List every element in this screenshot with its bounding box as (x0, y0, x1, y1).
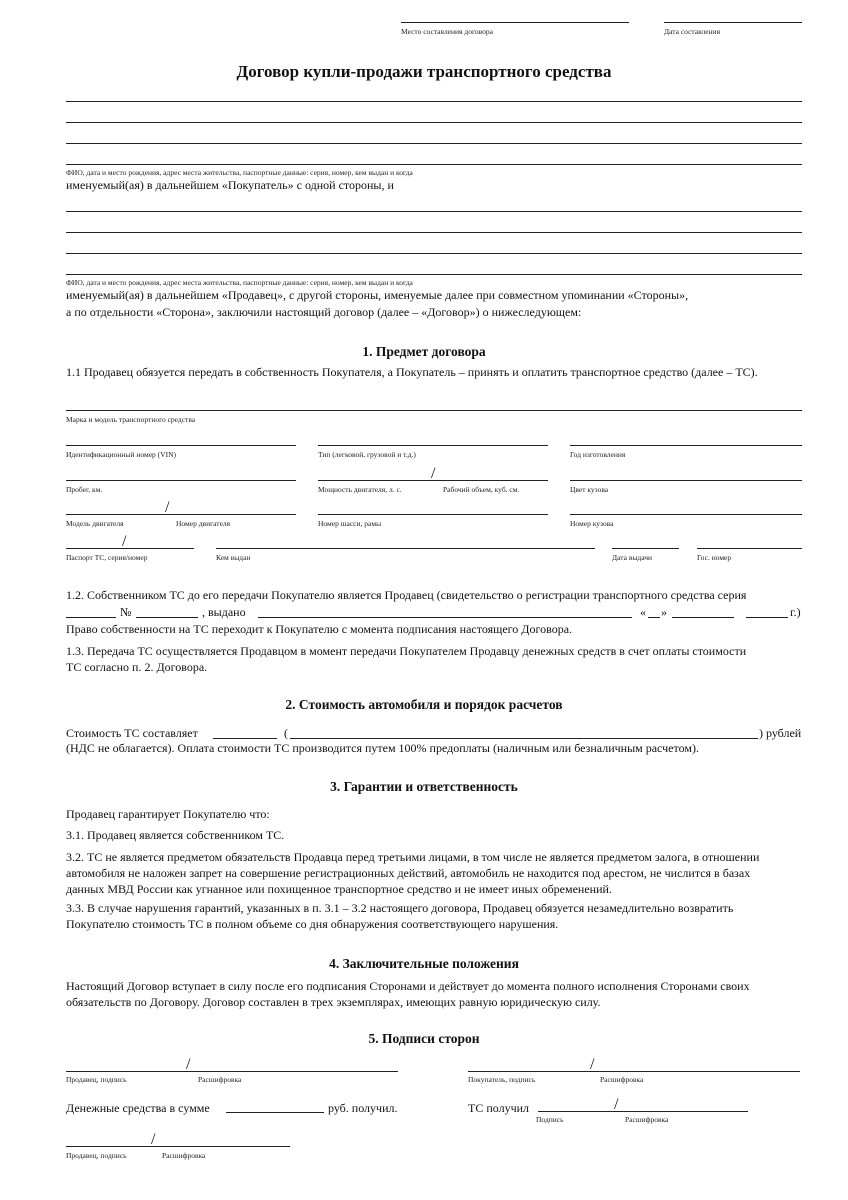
seller-line-1[interactable] (66, 211, 802, 212)
clause-1-3-line1: 1.3. Передача ТС осуществляется Продавцом в момент передачи Покупателем Продавцу денежных средств в счет оплаты стоимости (66, 644, 747, 658)
engine-number-caption: Номер двигателя (176, 519, 231, 528)
clause-3-1: 3.1. Продавец является собственником ТС. (66, 828, 285, 842)
year-caption: Год изготовления (570, 450, 626, 459)
seller-text-2: а по отдельности «Сторона», заключили настоящий договор (далее – «Договор») о нижеследующем: (66, 305, 582, 319)
ts-signature-line[interactable] (538, 1111, 748, 1112)
final-line2: обязательств по Договору. Договор составлен в трех экземплярах, имеющих равную юридическую силу. (66, 995, 601, 1009)
chassis-line[interactable] (318, 514, 548, 515)
seller-sign-caption: Продавец, подпись (66, 1075, 127, 1084)
seller-caption: ФИО, дата и место рождения, адрес места жительства, паспортные данные: серия, номер, кем выдан и когда (66, 278, 413, 287)
money-blank[interactable] (226, 1112, 324, 1113)
issue-date-caption: Дата выдачи (612, 553, 653, 562)
body-number-line[interactable] (570, 514, 802, 515)
year-line[interactable] (570, 445, 802, 446)
seller-decode-caption-2: Расшифровка (162, 1151, 206, 1160)
engine-line[interactable] (66, 514, 296, 515)
date-caption: Дата составления (664, 27, 721, 36)
issued-text: , выдано (202, 605, 246, 619)
day-blank[interactable] (648, 617, 660, 618)
buyer-caption: ФИО, дата и место рождения, адрес места жительства, паспортные данные: серия, номер, кем выдан и когда (66, 168, 413, 177)
power-volume-slash: / (431, 465, 436, 482)
price-blank[interactable] (213, 738, 277, 739)
issued-blank[interactable] (258, 617, 632, 618)
brand-model-line[interactable] (66, 410, 802, 411)
pts-line[interactable] (66, 548, 194, 549)
seller-signature-slash-2: / (151, 1131, 156, 1148)
pts-slash: / (122, 533, 127, 550)
ts-signature-slash: / (614, 1096, 619, 1113)
seller-decode-caption: Расшифровка (198, 1075, 242, 1084)
gos-number-caption: Гос. номер (697, 553, 732, 562)
date-line[interactable] (664, 22, 802, 23)
seller-signature-line[interactable] (66, 1071, 398, 1072)
year-blank[interactable] (746, 617, 788, 618)
ts-received: ТС получил (468, 1101, 530, 1115)
seller-line-2[interactable] (66, 232, 802, 233)
power-caption: Мощность двигателя, л. с. (318, 485, 402, 494)
engine-slash: / (165, 499, 170, 516)
issued-by-caption: Кем выдан (216, 553, 251, 562)
body-number-caption: Номер кузова (570, 519, 614, 528)
month-blank[interactable] (672, 617, 734, 618)
mileage-line[interactable] (66, 480, 296, 481)
clause-1-1: 1.1 Продавец обязуется передать в собственность Покупателя, а Покупатель – принять и оплатить транспортное средство (далее – ТС). (66, 365, 758, 379)
money-suffix: руб. получил. (328, 1101, 398, 1115)
document-title: Договор купли-продажи транспортного средства (236, 62, 612, 81)
type-caption: Тип (легковой, грузовой и т.д.) (318, 450, 416, 459)
body-color-line[interactable] (570, 480, 802, 481)
money-prefix: Денежные средства в сумме (66, 1101, 210, 1115)
paren-close: ) рублей (759, 726, 802, 740)
mileage-caption: Пробег, км. (66, 485, 103, 494)
seller-text-1: именуемый(ая) в дальнейшем «Продавец», с другой стороны, именуемые далее при совместном упоминании «Стороны», (66, 288, 689, 302)
place-line[interactable] (401, 22, 629, 23)
price-words-blank[interactable] (290, 738, 758, 739)
clause-1-3-line2: ТС согласно п. 2. Договора. (66, 660, 208, 674)
quote-close: » (661, 605, 667, 619)
buyer-line-4[interactable] (66, 164, 802, 165)
buyer-text: именуемый(ая) в дальнейшем «Покупатель» с одной стороны, и (66, 178, 394, 192)
type-line[interactable] (318, 445, 548, 446)
number-blank[interactable] (136, 617, 198, 618)
chassis-caption: Номер шасси, рамы (318, 519, 382, 528)
clause-1-2-line3: Право собственности на ТС переходит к Покупателю с момента подписания настоящего Договора. (66, 622, 573, 636)
body-color-caption: Цвет кузова (570, 485, 609, 494)
vin-caption: Идентификационный номер (VIN) (66, 450, 176, 459)
final-line1: Настоящий Договор вступает в силу после его подписания Сторонами и действует до момента полного исполнения Сторонами своих (66, 979, 750, 993)
buyer-signature-slash: / (590, 1056, 595, 1073)
clause-3-2-line2: автомобиля не наложен запрет на совершение регистрационных действий, автомобиль не находится под арестом, не числится в базах (66, 866, 751, 880)
guarantee-intro: Продавец гарантирует Покупателю что: (66, 807, 270, 821)
seller-signature-slash: / (186, 1056, 191, 1073)
seller-sign-caption-2: Продавец, подпись (66, 1151, 127, 1160)
buyer-line-3[interactable] (66, 143, 802, 144)
brand-model-caption: Марка и модель транспортного средства (66, 415, 196, 424)
clause-3-2-line1: 3.2. ТС не является предметом обязательств Продавца перед третьими лицами, в том числе не является предметом залога, в отношении (66, 850, 760, 864)
price-label: Стоимость ТС составляет (66, 726, 198, 740)
year-suffix: г.) (790, 605, 801, 619)
clause-3-3-line1: 3.3. В случае нарушения гарантий, указанных в п. 3.1 – 3.2 настоящего договора, Продавец обязуется незамедлительно возвратить (66, 901, 734, 915)
section2-heading: 2. Стоимость автомобиля и порядок расчетов (285, 697, 563, 712)
place-caption: Место составления договора (401, 27, 493, 36)
seller-line-3[interactable] (66, 253, 802, 254)
buyer-sign-caption: Покупатель, подпись (468, 1075, 536, 1084)
section3-heading: 3. Гарантии и ответственность (330, 779, 518, 794)
clause-3-3-line2: Покупателю стоимость ТС в полном объеме со дня обнаружения соответствующего нарушения. (66, 917, 559, 931)
clause-1-2-line1: 1.2. Собственником ТС до его передачи Покупателю является Продавец (свидетельство о регистрации транспортного средства серия (66, 588, 747, 602)
ts-sign-caption: Подпись (536, 1115, 564, 1124)
paren-open: ( (284, 726, 288, 740)
buyer-line-1[interactable] (66, 101, 802, 102)
issue-date-line[interactable] (612, 548, 679, 549)
gos-number-line[interactable] (697, 548, 802, 549)
series-blank[interactable] (66, 617, 116, 618)
engine-model-caption: Модель двигателя (66, 519, 124, 528)
clause-3-2-line3: данных МВД России как угнанное или похищенное транспортное средство и не имеет иных обременений. (66, 882, 612, 896)
seller-signature-line-2[interactable] (66, 1146, 290, 1147)
buyer-line-2[interactable] (66, 122, 802, 123)
volume-caption: Рабочий объем, куб. см. (443, 485, 520, 494)
section5-heading: 5. Подписи сторон (368, 1031, 480, 1046)
section1-heading: 1. Предмет договора (362, 344, 486, 359)
buyer-signature-line[interactable] (468, 1071, 800, 1072)
price-line2: (НДС не облагается). Оплата стоимости ТС производится путем 100% предоплаты (наличным или безналичным расчетом). (66, 741, 699, 755)
pts-caption: Паспорт ТС, серия/номер (66, 553, 148, 562)
quote-open: « (640, 605, 646, 619)
number-sign: № (120, 605, 132, 619)
section4-heading: 4. Заключительные положения (329, 956, 519, 971)
issued-by-line[interactable] (216, 548, 595, 549)
seller-line-4[interactable] (66, 274, 802, 275)
ts-decode-caption: Расшифровка (625, 1115, 669, 1124)
buyer-decode-caption: Расшифровка (600, 1075, 644, 1084)
vin-line[interactable] (66, 445, 296, 446)
